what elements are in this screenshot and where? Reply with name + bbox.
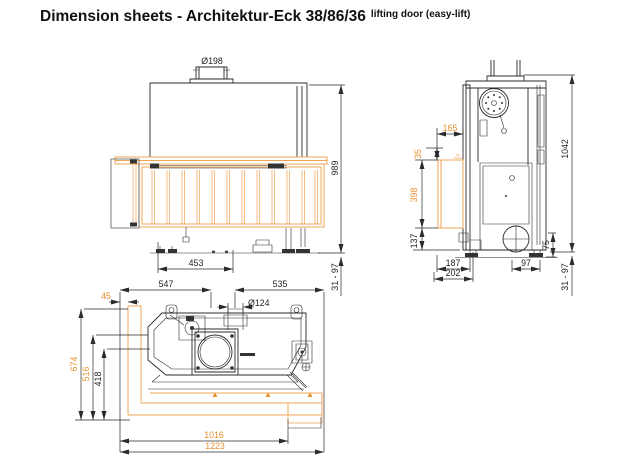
side-cable-hook [502,129,507,134]
dim-label-plan-frame-offset: 45 [101,291,111,301]
dim-label-plan-right-width: 535 [272,279,288,289]
plan-view [69,279,324,452]
plan-left-mechanism-cap [186,316,194,321]
plan-bench-frame-step [288,415,322,423]
plan-right-mechanism [287,341,312,391]
side-firebox-dot [505,195,507,197]
plan-step-black [288,417,321,428]
plan-body-outline [148,313,306,375]
side-firebox [480,163,532,250]
plan-left-eyelet-hole [169,308,174,313]
plan-right-eyelet-hole [294,308,299,313]
plan-flange-bolts [196,334,234,370]
dim-label-side-total-height: 1042 [560,139,570,159]
side-dim-1042-ext [524,75,575,252]
front-flue-collar [190,67,233,83]
dim-label-plan-frame-depth: 516 [81,366,91,382]
dim-label-front-floor-clearance: 31 - 97 [330,263,340,291]
dim-label-side-frame-offset: 35 [413,149,423,159]
side-glass-top-mark [454,155,462,158]
plan-flue-circle-inner [200,337,230,367]
dim-label-plan-duct-diameter: Ø124 [248,298,270,308]
side-pulley-wheel [480,89,509,118]
dim-label-front-flue-diameter: Ø198 [201,56,223,66]
dim-label-side-lower-depth: 187 [445,258,461,268]
title-suffix-text: lifting door (easy-lift) [370,9,471,20]
front-valve [183,237,272,252]
plan-right-eyelet [291,305,302,319]
dim-label-plan-body-depth: 418 [93,371,103,387]
plan-dim-124-ext [228,303,243,313]
front-hood-outline [150,83,307,157]
plan-left-eyelet [166,305,177,319]
front-feet-stems [160,227,305,249]
side-pulley-hub [492,101,497,106]
dim-label-side-floor-clearance: 31 - 97 [560,263,570,291]
dim-label-plan-frame-width: 1016 [204,430,224,440]
plan-dim-674-ext [75,309,130,420]
side-feet-plates [465,253,543,257]
plan-left-pulley-hub [190,326,194,330]
dim-label-side-foot-offset: 97 [521,258,531,268]
side-body-outline [463,81,546,250]
dim-label-side-top-depth: 165 [442,123,458,133]
title-text: Dimension sheets - Architektur-Eck 38/86/36 [40,8,366,25]
dim-label-plan-total-depth: 674 [69,356,79,372]
side-pulley-cable [480,115,504,136]
side-firebox-knob [510,176,515,181]
dim-label-side-glass-height: 398 [409,187,419,203]
plan-right-pulley-hub [301,351,304,354]
dim-label-side-plinth-height: 137 [409,233,419,249]
front-top-plate [115,157,327,164]
side-view [409,60,575,296]
dim-label-plan-left-width: 547 [158,279,174,289]
side-glass-panel [438,160,463,228]
plan-duct [224,309,247,330]
side-back-channel [537,85,544,245]
front-left-box [111,159,139,228]
dim-label-side-outlet-height: 75 [541,240,551,250]
dim-label-side-base-depth: 202 [445,268,461,278]
side-pulley-bolts [485,94,503,112]
front-view [111,56,345,296]
front-firebox-slats [152,170,318,224]
side-flue-collar [487,60,524,81]
front-left-box-trim [133,161,136,226]
plan-vent-slot [240,353,255,356]
dim-label-front-foot-spacing: 453 [188,258,204,268]
dim-label-plan-total-width: 1223 [205,441,225,451]
dim-label-front-height: 989 [330,160,340,176]
